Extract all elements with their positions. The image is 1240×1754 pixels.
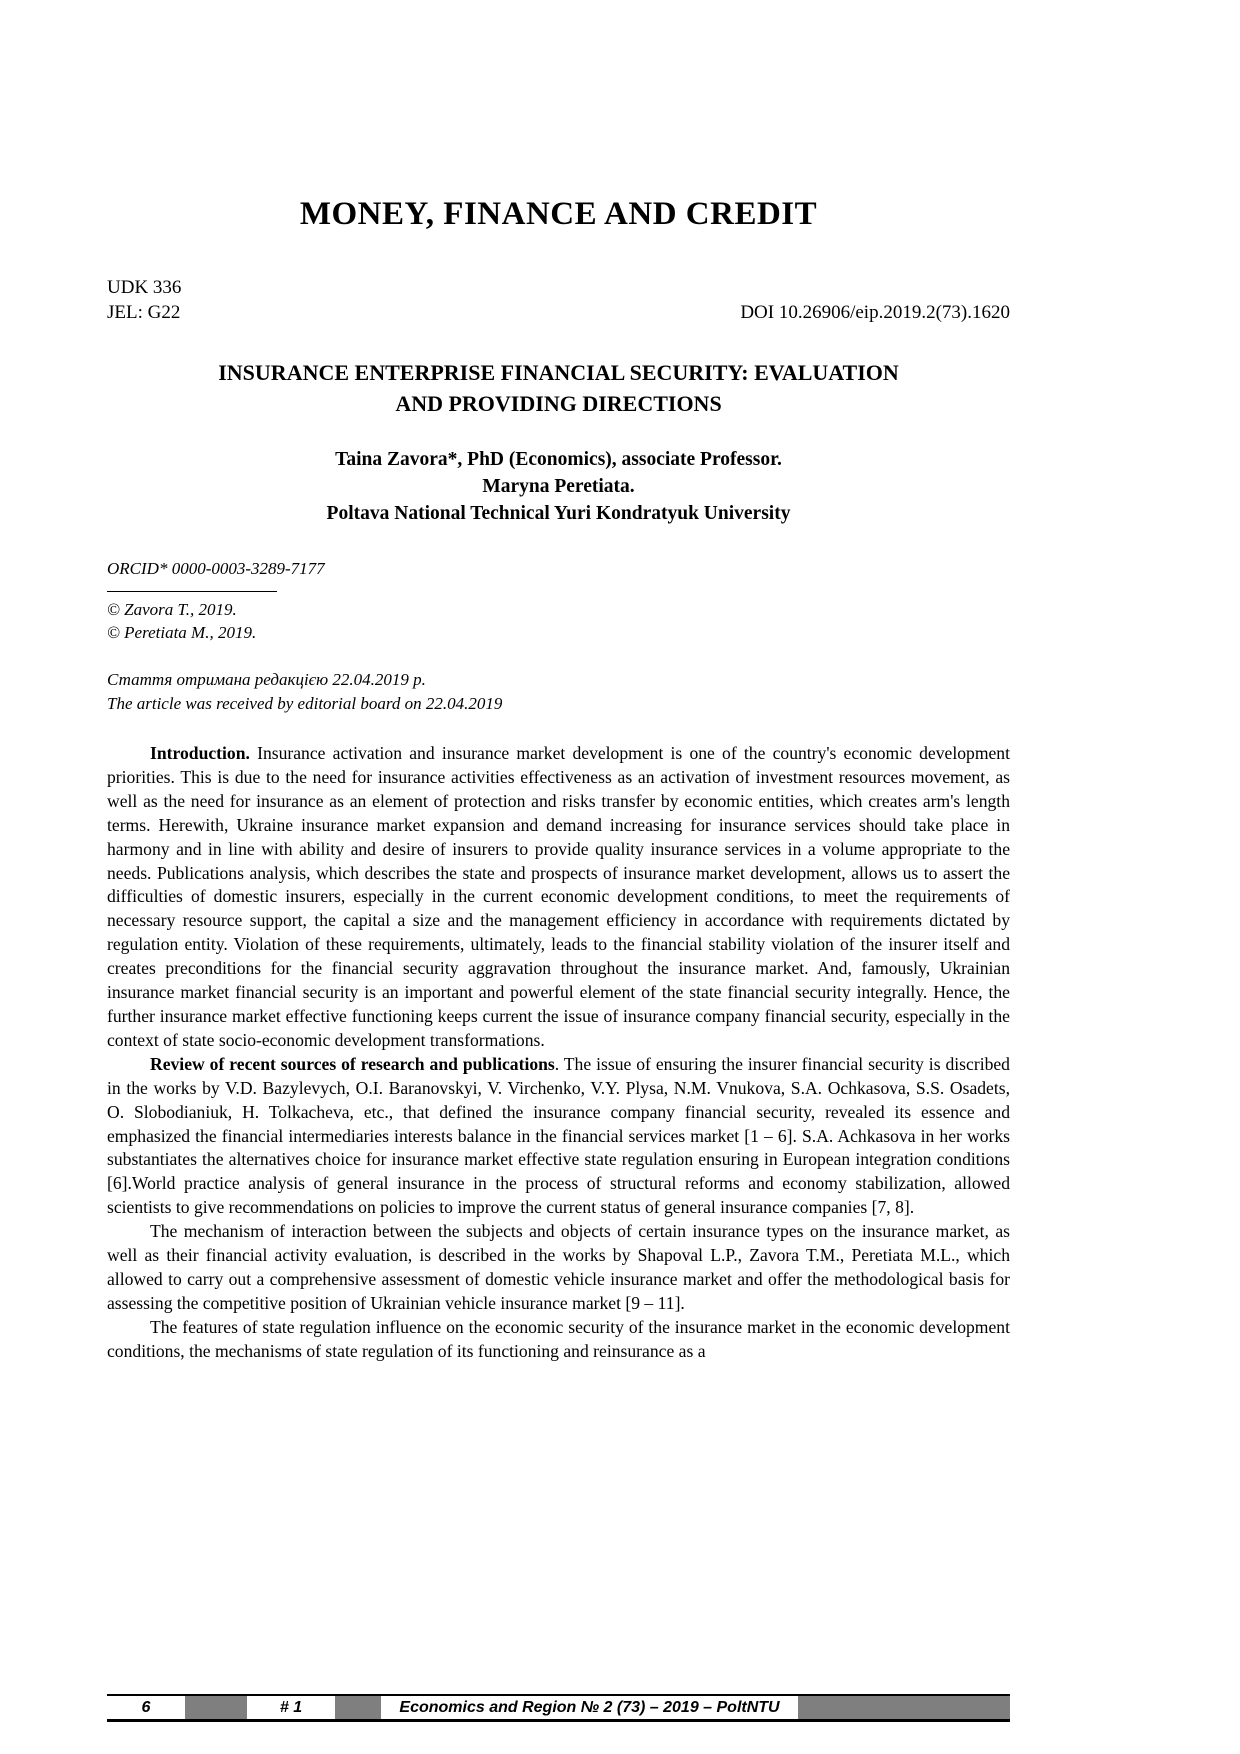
jel-doi-row (107, 300, 1010, 325)
received-date-ukrainian: Стаття отримана редакцією 22.04.2019 р. (107, 670, 426, 689)
paragraph-lead: Review of recent sources of research and publications (150, 1053, 555, 1074)
article-title-line-2: AND PROVIDING DIRECTIONS (395, 391, 722, 416)
jel-code: JEL: G22 (107, 302, 181, 323)
udk-code: UDK 336 (107, 277, 182, 298)
copyright-line-1: © Zavora T., 2019. (107, 600, 237, 619)
paragraph-features (107, 1316, 1010, 1364)
page-footer (107, 1694, 1010, 1722)
authors-block (107, 446, 1010, 527)
footer-separator-box (798, 1696, 1010, 1719)
footer-page-number: 6 (141, 1698, 151, 1716)
footer-separator-box (185, 1696, 247, 1719)
paragraph-mechanism (107, 1220, 1010, 1316)
received-block (107, 668, 1010, 716)
paragraph-introduction (107, 742, 1010, 1053)
footer-separator-box (335, 1696, 381, 1719)
footer-issue-label: # 1 (279, 1698, 303, 1716)
article-title (107, 357, 1010, 419)
doi: DOI 10.26906/eip.2019.2(73).1620 (740, 302, 1010, 323)
orcid-id: ORCID* 0000-0003-3289-7177 (107, 559, 325, 578)
affiliation: Poltava National Technical Yuri Kondratyuk University (326, 503, 791, 524)
paragraph-text: . The issue of ensuring the insurer financial security is discribed in the works by V.D. Bazylevych, O.I. Baranovskyi, V. Virchenko, V.Y. Plysa, N.M. Vnukova, S.A. Ochkasova, S.S. Osadets, O. Slobodianiuk, H. Tolkacheva, etc., that defined the insurance company financial security, revealed its essence and emphasized the financial intermediaries interests balance in the financial services market [1 – 6]. S.A. Achkasova in her works substantiates the alternatives choice for insurance market effective state regulation ensuring in European integration conditions [6].World practice analysis of general insurance in the process of structural reforms and economy stabilization, allowed scientists to give recommendations on policies to improve the current status of general insurance companies [7, 8]. (107, 1053, 1010, 1218)
paragraph-lead: Introduction. (150, 743, 250, 763)
article-body (107, 742, 1010, 1364)
copyright-line-2: © Peretiata M., 2019. (107, 623, 257, 642)
author-1: Taina Zavora*, PhD (Economics), associate Professor. (335, 449, 782, 470)
paragraph-text: Insurance activation and insurance market development is one of the country's economic development priorities. This is due to the need for insurance activities effectiveness as an activation of investment resources movement, as well as the need for insurance as an element of protection and risks transfer by economic entities, which creates arm's length terms. Herewith, Ukraine insurance market expansion and demand increasing for insurance services should take place in harmony and in line with ability and desire of insurers to provide quality insurance services in a volume appropriate to the needs. Publications analysis, which describes the state and prospects of insurance market development, allows us to assert the difficulties of domestic insurers, especially in the current economic development conditions, to meet the requirements of necessary resource support, the capital a size and the management efficiency in accordance with requirements dictated by regulation entity. Violation of these requirements, ultimately, leads to the financial stability violation of the insurer itself and creates preconditions for the financial security aggravation throughout the insurance market. And, famously, Ukrainian insurance market financial security is an important and powerful element of the state financial security integrally. Hence, the further insurance market effective functioning keeps current the issue of insurance company financial security, especially in the context of state socio-economic development transformations. (107, 743, 1010, 1050)
article-title-line-1: INSURANCE ENTERPRISE FINANCIAL SECURITY: EVALUATION (218, 360, 899, 385)
author-2: Maryna Peretiata. (482, 476, 635, 497)
received-date-english: The article was received by editorial board on 22.04.2019 (107, 694, 503, 713)
paragraph-text: The features of state regulation influence on the economic security of the insurance market in the economic development conditions, the mechanisms of state regulation of its functioning and reinsurance as a (107, 1316, 1010, 1361)
copyright-block (107, 598, 1010, 644)
paragraph-review (107, 1053, 1010, 1220)
journal-section-title: MONEY, FINANCE AND CREDIT (299, 196, 818, 232)
page-content (107, 0, 1010, 1364)
paragraph-text: The mechanism of interaction between the subjects and objects of certain insurance types on the insurance market, as well as their financial activity evaluation, is described in the works by Shapoval L.P., Zavora T.M., Peretiata M.L., which allowed to carry out a comprehensive assessment of domestic vehicle insurance market and offer the methodological basis for assessing the competitive position of Ukrainian vehicle insurance market [9 – 11]. (107, 1221, 1010, 1313)
footnote-divider (107, 591, 277, 592)
footer-journal-title: Economics and Region № 2 (73) – 2019 – PoltNTU (399, 1698, 780, 1716)
